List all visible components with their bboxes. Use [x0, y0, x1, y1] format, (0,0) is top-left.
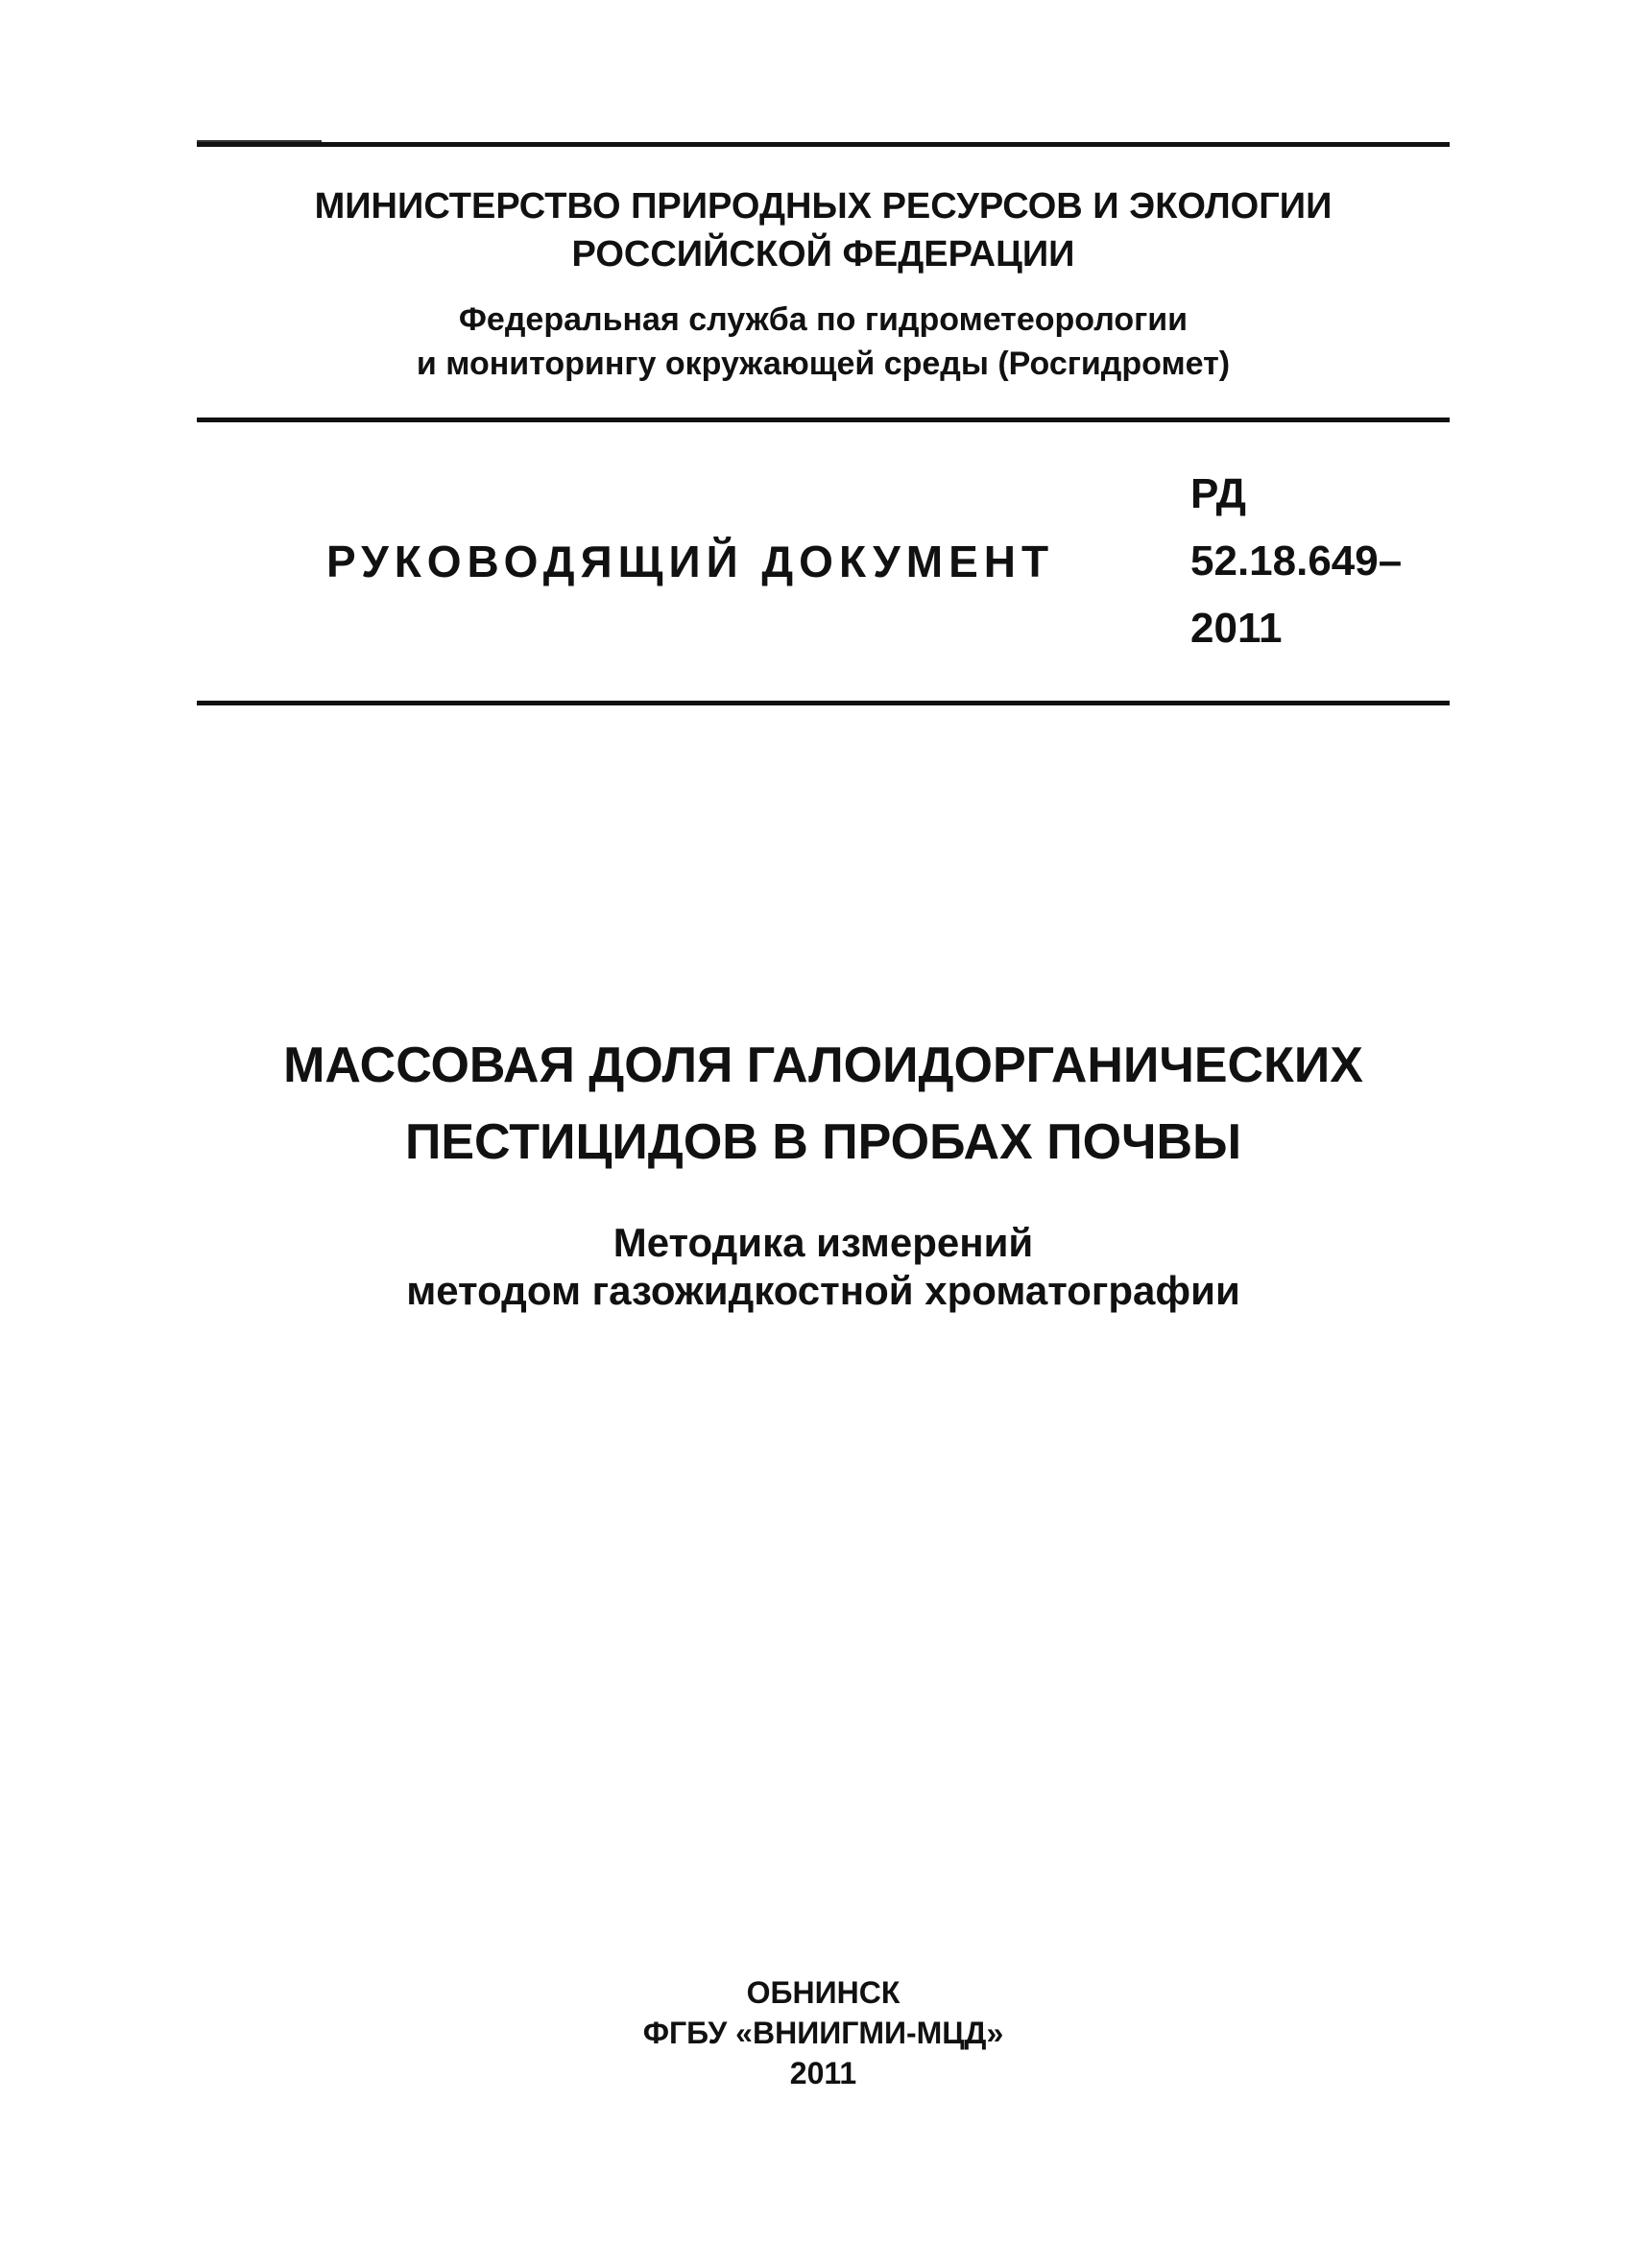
document-code-line-3: 2011: [1190, 605, 1283, 652]
document-code-line-1: РД: [1190, 470, 1246, 517]
document-code: [1190, 461, 1402, 662]
top-rule: [197, 142, 1450, 147]
ministry-line-1: МИНИСТЕРСТВО ПРИРОДНЫХ РЕСУРСОВ И ЭКОЛОГИИ: [314, 186, 1333, 227]
title-line-1: МАССОВАЯ ДОЛЯ ГАЛОИДОРГАНИЧЕСКИХ: [283, 1038, 1363, 1093]
imprint-year: 2011: [789, 2056, 857, 2090]
document-title: [197, 1027, 1450, 1181]
bottom-rule: [197, 701, 1450, 705]
imprint-city: ОБНИНСК: [746, 1975, 901, 2010]
document-subtitle: [197, 1219, 1450, 1315]
middle-rule: [197, 418, 1450, 422]
title-line-2: ПЕСТИЦИДОВ В ПРОБАХ ПОЧВЫ: [404, 1114, 1242, 1170]
service-line-1: Федеральная служба по гидрометеорологии: [458, 301, 1189, 338]
subtitle-line-2: методом газожидкостной хроматографии: [406, 1268, 1240, 1313]
ministry-line-2: РОССИЙСКОЙ ФЕДЕРАЦИИ: [571, 234, 1075, 275]
imprint: [197, 1972, 1450, 2093]
subtitle-line-1: Методика измерений: [612, 1220, 1034, 1265]
service-line-2: и мониторингу окружающей среды (Росгидромет): [416, 346, 1231, 382]
document-type: РУКОВОДЯЩИЙ ДОКУМЕНТ: [326, 537, 1055, 586]
ministry-header: [197, 182, 1450, 278]
service-header: [197, 298, 1450, 386]
imprint-publisher: ФГБУ «ВНИИГМИ-МЦД»: [642, 2016, 1004, 2050]
document-code-line-2: 52.18.649–: [1190, 537, 1403, 585]
